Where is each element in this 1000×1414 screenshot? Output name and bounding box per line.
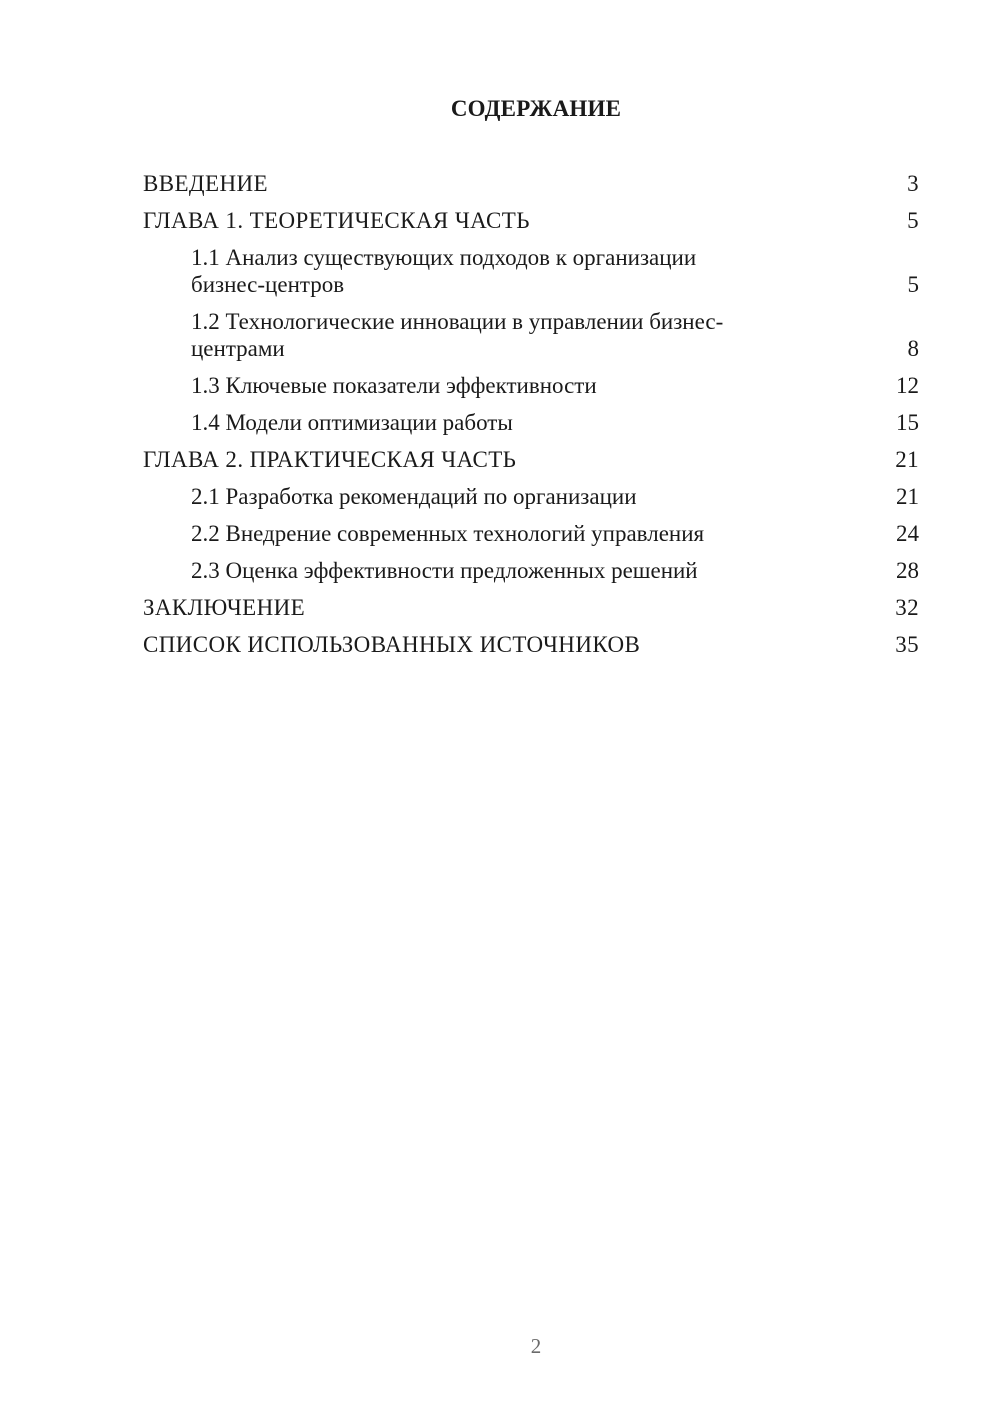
toc-entry-page: 12 — [896, 373, 919, 398]
toc-entry-page: 24 — [896, 521, 919, 546]
toc-entry-page: 8 — [907, 336, 919, 361]
toc-entry-section-1-1 — [143, 244, 919, 298]
toc-entry-section-2-1 — [143, 483, 919, 510]
toc-entry-chapter-1 — [143, 207, 919, 234]
toc-entry-page: 28 — [896, 558, 919, 583]
toc-entry-page: 35 — [895, 632, 919, 657]
toc-entry-text: ВВЕДЕНИЕ — [143, 171, 268, 196]
toc-entry-text: 2.3 Оценка эффективности предложенных решений — [191, 558, 698, 583]
toc-entry-text: ГЛАВА 2. ПРАКТИЧЕСКАЯ ЧАСТЬ — [143, 447, 517, 472]
toc-entry-text: СПИСОК ИСПОЛЬЗОВАННЫХ ИСТОЧНИКОВ — [143, 632, 641, 657]
toc-entry-page: 5 — [907, 208, 919, 233]
toc-entry-page: 32 — [895, 595, 919, 620]
toc-entry-introduction — [143, 170, 919, 197]
toc-entry-text: ГЛАВА 1. ТЕОРЕТИЧЕСКАЯ ЧАСТЬ — [143, 208, 530, 233]
toc-entry-section-1-4 — [143, 409, 919, 436]
toc-entry-conclusion — [143, 594, 919, 621]
toc-entry-text: 2.2 Внедрение современных технологий управления — [191, 521, 705, 546]
toc-entry-page: 21 — [895, 447, 919, 472]
toc-entry-references — [143, 631, 919, 658]
toc-entry-text: 1.2 Технологические инновации в управлении бизнес-центрами — [191, 309, 724, 361]
toc-entry-section-1-3 — [143, 372, 919, 399]
toc-entry-section-2-2 — [143, 520, 919, 547]
toc-entry-section-1-2 — [143, 308, 919, 362]
toc-entry-chapter-2 — [143, 446, 919, 473]
toc-entry-text: 2.1 Разработка рекомендаций по организации — [191, 484, 637, 509]
toc-entry-section-2-3 — [143, 557, 919, 584]
toc-entry-page: 21 — [896, 484, 919, 509]
toc-entry-text: 1.1 Анализ существующих подходов к организации бизнес-центров — [191, 245, 697, 297]
toc-title: СОДЕРЖАНИЕ — [450, 96, 622, 121]
table-of-contents — [143, 170, 919, 668]
page-number: 2 — [530, 1334, 542, 1358]
toc-entry-text: ЗАКЛЮЧЕНИЕ — [143, 595, 306, 620]
toc-entry-page: 3 — [907, 171, 919, 196]
toc-entry-text: 1.3 Ключевые показатели эффективности — [191, 373, 597, 398]
toc-entry-text: 1.4 Модели оптимизации работы — [191, 410, 513, 435]
toc-entry-page: 5 — [907, 272, 919, 297]
toc-entry-page: 15 — [896, 410, 919, 435]
